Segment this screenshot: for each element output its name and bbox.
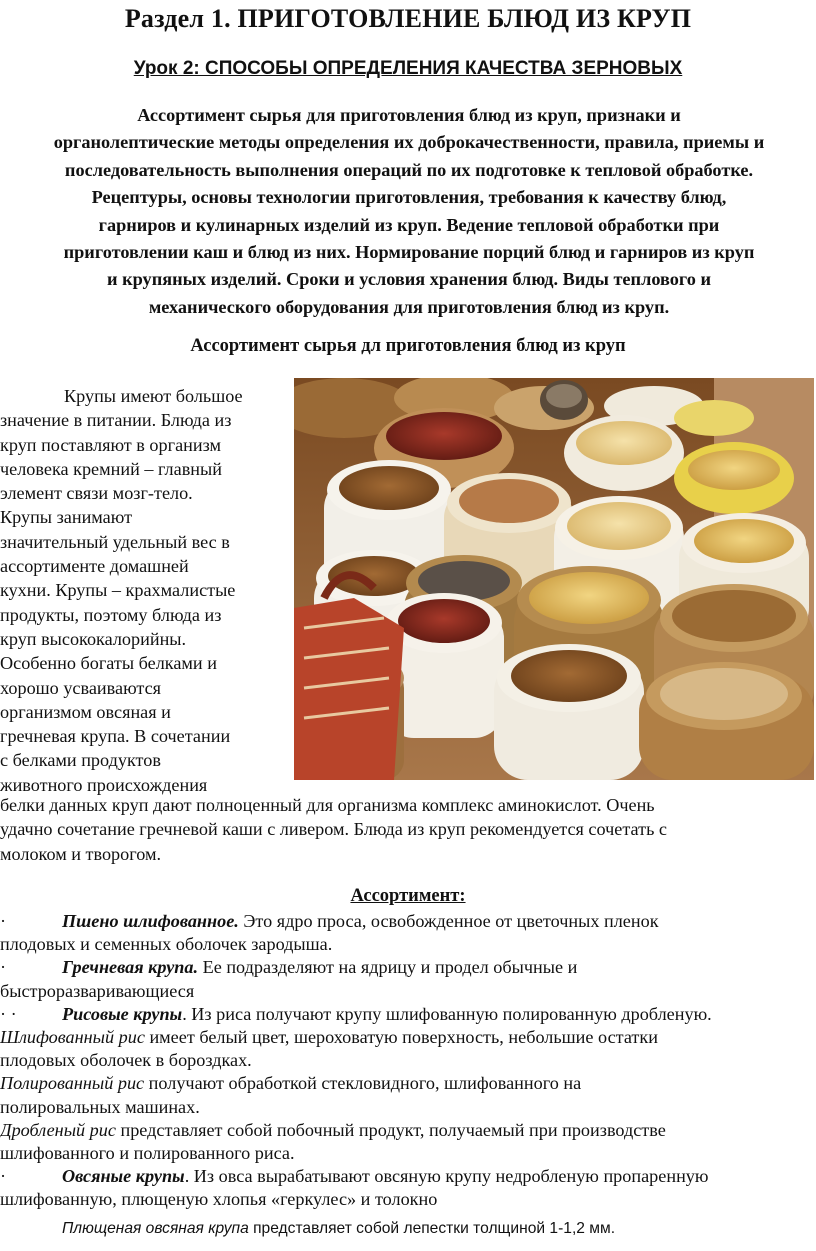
intro-paragraph [6, 102, 812, 321]
sack-wheat-center [494, 644, 644, 780]
rice-polished [0, 1072, 816, 1118]
body-line: продукты, поэтому блюда из [0, 604, 222, 625]
grain-sacks-illustration [294, 378, 814, 780]
body-line: гречневая крупа. В сочетании [0, 726, 231, 747]
rolled-oats-term: Плющеная овсяная крупа [62, 1220, 249, 1237]
body-line: человека кремний – главный [0, 458, 222, 479]
intro-line: приготовлении каш и блюд из них. Нормирование порций блюд и гарниров из круп [63, 242, 755, 263]
metal-scoop [540, 380, 588, 420]
list-item-rice [0, 1003, 816, 1026]
rice-polished-ground [0, 1026, 816, 1072]
body-line: круп поставляют в организм [0, 434, 222, 455]
body-line: Крупы имеют большое [64, 386, 243, 406]
bullet: · [0, 957, 7, 978]
body-line: белки данных круп дают полноценный для организма комплекс аминокислот. Очень [0, 795, 655, 815]
item-text: . Из овса вырабатывают овсяную крупу недробленую пропаренную [184, 1166, 709, 1187]
bullet: · [0, 1166, 7, 1187]
list-item-oats [0, 1165, 816, 1211]
item-continuation: шлифованную, плющеную хлопья «геркулес» и толокно [0, 1189, 438, 1210]
rice-text: имеет белый цвет, шероховатую поверхность, небольшие остатки [144, 1027, 658, 1048]
rice-term: Полированный рис [0, 1073, 145, 1094]
rolled-oats-text: представляет собой лепестки толщиной 1-1,2 мм. [248, 1220, 616, 1237]
body-column-text [0, 384, 290, 797]
rice-continuation: плодовых оболочек в бороздках. [0, 1050, 252, 1071]
body-line: молоком и творогом. [0, 843, 162, 864]
body-line: с белками продуктов [0, 750, 161, 771]
item-term: Гречневая крупа. [62, 957, 199, 978]
body-line: круп высококалорийны. [0, 628, 187, 649]
rice-continuation: шлифованного и полированного риса. [0, 1143, 295, 1164]
grain-sacks-photo [294, 378, 814, 780]
item-continuation: плодовых и семенных оболочек зародыша. [0, 934, 333, 955]
body-line: значение в питании. Блюда из [0, 410, 232, 431]
body-line: кухни. Крупы – крахмалистые [0, 580, 236, 601]
rice-text: получают обработкой стекловидного, шлифованного на [144, 1073, 582, 1094]
body-wide-text [0, 793, 816, 866]
rice-term: Дробленый рис [0, 1119, 116, 1140]
intro-line: органолептические методы определения их доброкачественности, правила, приемы и [53, 132, 765, 153]
body-line: удачно сочетание гречневой каши с ливером. Блюда из круп рекомендуется сочетать с [0, 819, 667, 840]
intro-line: последовательность выполнения операций по их подготовке к тепловой обработке. [64, 159, 754, 180]
rolled-oats-line [62, 1220, 615, 1238]
bullet: · · [0, 1003, 17, 1024]
item-term: Овсяные крупы [62, 1166, 185, 1187]
body-line: Крупы занимают [0, 507, 133, 528]
body-line: животного происхождения [0, 774, 208, 795]
list-item-millet [0, 910, 816, 956]
list-item-buckwheat [0, 956, 816, 1002]
assortment-list [0, 910, 816, 1212]
section-title: Раздел 1. ПРИГОТОВЛЕНИЕ БЛЮД ИЗ КРУП [124, 4, 692, 33]
intro-line: механического оборудования для приготовления блюд из круп. [148, 296, 670, 317]
item-text: . Из риса получают крупу шлифованную полированную дробленую. [182, 1003, 712, 1024]
intro-line: Ассортимент сырья для приготовления блюд из круп, признаки и [137, 105, 681, 125]
intro-line: гарниров и кулинарных изделий из круп. Ведение тепловой обработки при [98, 214, 720, 235]
rice-broken [0, 1119, 816, 1165]
assortment-heading: Ассортимент: [350, 886, 466, 906]
body-line: элемент связи мозг-тело. [0, 483, 193, 504]
item-text: Ее подразделяют на ядрицу и продел обычные и [198, 957, 578, 978]
rice-term: Шлифованный рис [0, 1027, 145, 1048]
item-term: Рисовые крупы [62, 1003, 183, 1024]
body-line: ассортименте домашней [0, 556, 189, 577]
intro-line: Рецептуры, основы технологии приготовления, требования к качеству блюд, [91, 187, 727, 208]
lesson-title: Урок 2: СПОСОБЫ ОПРЕДЕЛЕНИЯ КАЧЕСТВА ЗЕРНОВЫХ [133, 58, 683, 79]
rice-text: представляет собой побочный продукт, получаемый при производстве [115, 1119, 666, 1140]
sack-millet-right [674, 442, 794, 514]
body-line: Особенно богаты белками и [0, 653, 217, 674]
item-text: Это ядро проса, освобожденное от цветочных пленок [238, 911, 659, 931]
intro-line: и крупяных изделий. Сроки и условия хранения блюд. Виды теплового и [106, 269, 711, 290]
bullet: · [0, 911, 7, 931]
item-continuation: быстроразваривающиеся [0, 980, 195, 1001]
body-line: хорошо усваиваются [0, 677, 162, 698]
sack-semolina-top [564, 415, 684, 491]
assortment-subheading: Ассортимент сырья дл приготовления блюд из круп [190, 336, 626, 356]
sack-chips-right [639, 662, 814, 780]
item-term: Пшено шлифованное. [62, 911, 239, 931]
body-line: организмом овсяная и [0, 701, 171, 722]
body-line: значительный удельный вес в [0, 531, 230, 552]
rice-continuation: полировальных машинах. [0, 1096, 200, 1117]
